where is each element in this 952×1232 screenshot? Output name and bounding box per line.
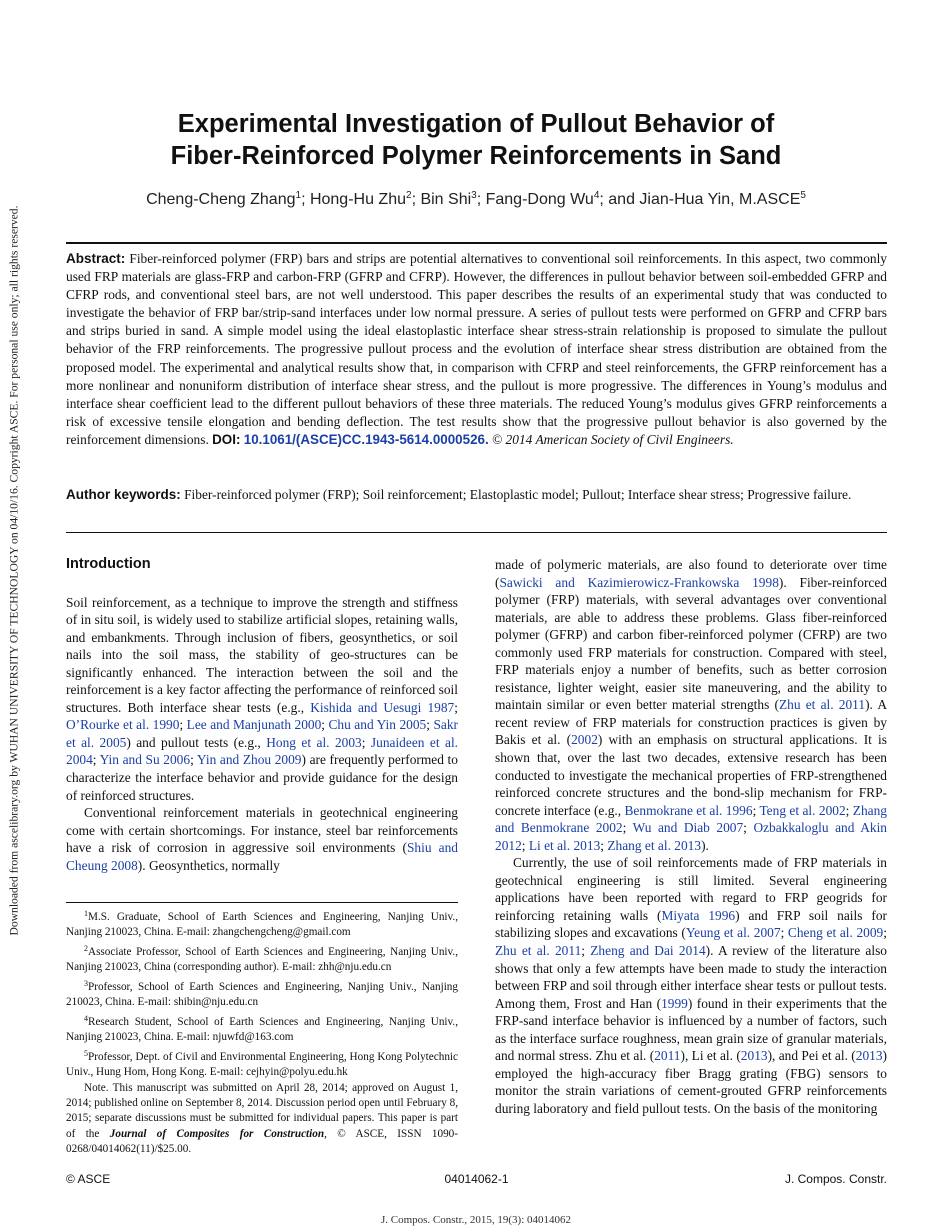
abstract-bottom-rule	[66, 532, 887, 533]
download-side-note	[2, 140, 26, 1000]
body-text: ), Li et al. (	[680, 1048, 741, 1064]
body-text: ;	[190, 752, 197, 768]
body-text: ;	[581, 943, 591, 959]
download-notice-text: Downloaded from ascelibrary.org by WUHAN UNIVERSITY OF TECHNOLOGY on 04/10/16. Copyright ASCE. For personal use only; all rights reserved.	[7, 205, 21, 935]
body-text: Currently, the use of soil reinforcements made of FRP materials in geotechnical engineering is still limited. Several engineering applications have been reported with regard to FRP geogrids for reinforcing retaining walls (	[495, 855, 887, 923]
left-column	[66, 556, 458, 874]
author-list	[66, 190, 886, 209]
body-text: ) and pullout tests (e.g.,	[126, 734, 267, 750]
doi-link[interactable]: 10.1061/(ASCE)CC.1943-5614.0000526.	[243, 431, 489, 447]
keywords-label: Author keywords:	[66, 487, 181, 502]
reference-link[interactable]: Ozbakkaloglu and Akin 2012	[495, 820, 887, 853]
right-column	[495, 556, 887, 1118]
author-footnote	[66, 1046, 458, 1081]
journal-name: Journal of Composites for Construction	[109, 1127, 325, 1140]
author-footnote	[66, 976, 458, 1011]
reference-link[interactable]: Sawicki and Kazimierowicz-Frankowska 1998	[499, 574, 779, 590]
abstract-label: Abstract:	[66, 251, 126, 266]
body-text: ;	[600, 837, 608, 853]
reference-link[interactable]: Zhang et al. 2013	[607, 837, 702, 853]
author-name: Fang-Dong Wu	[485, 191, 594, 208]
author-affiliation-marker: 3	[471, 190, 477, 201]
reference-link[interactable]: 2002	[571, 732, 598, 748]
author-separator: ;	[301, 191, 310, 208]
reference-link[interactable]: Benmokrane et al. 1996	[624, 802, 753, 818]
introduction-heading: Introduction	[66, 556, 151, 572]
footnote-marker: 2	[84, 943, 88, 953]
author-affiliation-marker: 2	[406, 190, 412, 201]
body-text: ) and FRP soil nails for stabilizing slopes and excavations (	[495, 907, 887, 941]
body-text: ), and Pei et al. (	[767, 1048, 856, 1064]
reference-link[interactable]: Shiu and Cheung 2008	[66, 840, 458, 873]
abstract-block	[66, 250, 887, 449]
author-affiliation-marker: 5	[800, 190, 806, 201]
right-column-body	[495, 556, 887, 1118]
footnote-text: Research Student, School of Earth Sciences and Engineering, Nanjing Univ., Nanjing 210023, China. E-mail: njuwfd@163.com	[66, 1015, 458, 1044]
body-text: ) with an emphasis on structural applications. It is shown that, over the last two decades, extensive research has been conducted to investigate the mechanical properties of FRP-strengthened reinforced concrete structures and the bond-slip mechanism for FRP-concrete interface (e.g.,	[495, 732, 887, 818]
body-text: ;	[426, 717, 434, 733]
body-text: made of polymeric materials, are also found to deteriorate over time (	[495, 557, 887, 590]
body-text: ) are frequently performed to characterize the interface behavior and provide guidance for the design of reinforced structures.	[66, 752, 458, 803]
body-text: ;	[780, 925, 788, 941]
manuscript-note	[66, 1081, 458, 1158]
body-text: ). A review of the literature also shows that only a few attempts have been made to study the interaction between FRP and soil through either interface shear tests or pullout tests. Among them, Frost and Han (	[495, 943, 887, 1011]
reference-link[interactable]: Yin and Su 2006	[99, 752, 191, 768]
reference-link[interactable]: Zhu et al. 2011	[495, 943, 582, 959]
body-text: Soil reinforcement, as a technique to improve the strength and stiffness of in situ soil, is widely used to stabilize artificial slopes, retaining walls, and embankments. Through inclusion of fibers, geosynthetics, or soil nails into the soil mass, the stability of geo-structures can be significantly enhanced. The interaction between the soil and the reinforcement is a key factor affecting the performance of reinforced soil structures. Both interface shear tests (e.g.,	[66, 594, 458, 715]
author-name: Cheng-Cheng Zhang	[146, 191, 296, 208]
reference-link[interactable]: Kishida and Uesugi 1987	[310, 699, 455, 715]
footnote-marker: 5	[84, 1048, 88, 1058]
citation-line: J. Compos. Constr., 2015, 19(3): 04014062	[380, 1214, 572, 1226]
body-text: ;	[454, 699, 458, 715]
body-paragraph	[66, 804, 458, 874]
body-text: ). Geosynthetics, normally	[137, 857, 280, 873]
author-name: Bin Shi	[420, 191, 472, 208]
author-affiliation-marker: 1	[295, 190, 302, 201]
reference-link[interactable]: 2013	[855, 1048, 883, 1064]
reference-link[interactable]: Miyata 1996	[661, 907, 736, 923]
body-text: ).	[701, 837, 709, 853]
footnote-rule	[66, 902, 458, 903]
left-column-body	[66, 594, 458, 875]
body-text: ;	[845, 802, 853, 818]
footnote-marker: 3	[84, 978, 88, 988]
reference-link[interactable]: Lee and Manjunath 2000	[186, 717, 322, 733]
author-separator: ; and	[599, 191, 640, 208]
body-paragraph	[495, 854, 887, 1117]
body-text: ;	[752, 802, 760, 818]
body-paragraph	[66, 594, 458, 805]
body-text: ;	[521, 837, 529, 853]
keywords-text: Fiber-reinforced polymer (FRP); Soil reinforcement; Elastoplastic model; Pullout; Interface shear stress; Progressive failure.	[180, 487, 852, 502]
reference-link[interactable]: Cheng et al. 2009	[787, 925, 884, 941]
issn-text: , © ASCE, ISSN 1090-0268/04014062(11)/$25.00.	[66, 1127, 458, 1156]
reference-link[interactable]: 2013	[740, 1048, 768, 1064]
author-footnote	[66, 906, 458, 941]
title-line-2: Fiber-Reinforced Polymer Reinforcements in Sand	[170, 142, 782, 170]
footnotes	[66, 906, 458, 1158]
author-footnote	[66, 941, 458, 976]
author-name: Hong-Hu Zhu	[309, 191, 406, 208]
reference-link[interactable]: Zheng and Dai 2014	[590, 943, 706, 959]
reference-link[interactable]: Zhang and Benmokrane 2002	[495, 802, 887, 836]
reference-link[interactable]: O’Rourke et al. 1990	[66, 717, 180, 733]
body-text: ) found in their experiments that the FRP-sand interface behavior is influenced by a number of factors, such as the interface surface roughness, mean grain size of granular materials, and normal stress. Zhu et al. (	[495, 995, 887, 1064]
reference-link[interactable]: Chu and Yin 2005	[328, 717, 427, 733]
body-paragraph	[495, 556, 887, 854]
body-text: ;	[179, 717, 187, 733]
abstract-top-rule	[66, 242, 887, 244]
body-text: ;	[92, 752, 100, 768]
copyright-line: © 2014 American Society of Civil Engineers.	[488, 431, 734, 447]
footnote-text: Associate Professor, School of Earth Sciences and Engineering, Nanjing Univ., Nanjing 210023, China (corresponding author). E-mail: zhh@nju.edu.cn	[66, 945, 458, 974]
reference-link[interactable]: Sakr et al. 2005	[66, 717, 458, 750]
author-separator: ;	[476, 191, 486, 208]
footnote-text: Professor, School of Earth Sciences and Engineering, Nanjing Univ., Nanjing 210023, China. E-mail: shibin@nju.edu.cn	[66, 980, 458, 1009]
doi-label: DOI:	[212, 431, 241, 447]
author-footnote	[66, 1011, 458, 1046]
body-text: ). A recent review of FRP materials for construction practices is given by Bakis et al. (	[495, 697, 888, 748]
footnote-marker: 4	[84, 1013, 88, 1023]
footnote-text: M.S. Graduate, School of Earth Sciences and Engineering, Nanjing Univ., Nanjing 210023, China. E-mail: zhangchengcheng@gmail.com	[66, 911, 458, 939]
page-footer	[66, 1172, 887, 1190]
paper-title	[66, 108, 886, 172]
body-text: ;	[321, 717, 329, 733]
reference-link[interactable]: Yin and Zhou 2009	[196, 752, 302, 768]
abstract-text: Fiber-reinforced polymer (FRP) bars and strips are potential alternatives to conventional soil reinforcements. In this aspect, two commonly used FRP materials are glass-FRP and carbon-FRP (GFRP and CFRP). However, the differences in pullout behavior between soil-embedded GFRP and CFRP rods, and conventional steel bars, are not well understood. This paper describes the results of an experimental study that was conducted to investigate the behavior of FRP bar/strip-sand interfaces under low normal pressure. A series of pullout tests were performed on GFRP and CFRP bars and strips buried in sand. A simple model using the ideal elastoplastic interface shear stress-strain relationship is proposed to simulate the pullout behavior of the FRP reinforcements. The progressive pullout process and the evolution of interface shear stress distribution are obtained from the proposed model. The experimental and analytical results show that, in comparison with CFRP and steel reinforcements, the GFRP reinforcement has a more nonlinear and nonuniform distribution of interface shear stress, and the pullout is more progressive. The differences in Young’s modulus and interface shear coefficient lead to the different pullout behaviors of these three materials. The reduced Young’s modulus gives GFRP reinforcements a risk of excessive tensile elongation and bending deflection. The test results show that the progressive pullout behavior is also governed by the reinforcement dimensions.	[66, 251, 887, 447]
author-keywords	[66, 486, 887, 504]
page-number: 04014062-1	[444, 1172, 509, 1186]
reference-link[interactable]: Wu and Diab 2007	[632, 820, 744, 836]
reference-link[interactable]: Junaideen et al. 2004	[66, 734, 459, 768]
author-name: Jian-Hua Yin, M.ASCE	[639, 191, 801, 208]
reference-link[interactable]: Zhu et al. 2011	[778, 697, 866, 713]
footer-copyright: © ASCE	[66, 1172, 111, 1186]
reference-link[interactable]: 2011	[654, 1048, 681, 1064]
reference-link[interactable]: 1999	[661, 995, 688, 1011]
body-text: ;	[361, 734, 371, 750]
author-separator: ;	[411, 191, 421, 208]
title-line-1: Experimental Investigation of Pullout Behavior of	[177, 110, 775, 138]
body-text: ;	[743, 820, 754, 836]
footnote-marker: 1	[84, 909, 88, 918]
body-text: ). Fiber-reinforced polymer (FRP) materials, with several advantages over conventional materials, are able to address these problems. Glass fiber-reinforced polymer (GFRP) and carbon fiber-reinforced polymer (CFRP) are two commonly used FRP materials for construction. Compared with steel, FRP materials enjoy a number of benefits, such as better corrosion resistance, lighter weight, easier site maneuvering, and the ability to maintain similar or even better material strengths (	[495, 574, 887, 713]
body-text: Conventional reinforcement materials in geotechnical engineering come with certain shortcomings. For instance, steel bar reinforcements have a risk of corrosion in aggressive soil environments (	[66, 805, 458, 856]
reference-link[interactable]: Yeung et al. 2007	[685, 925, 781, 941]
reference-link[interactable]: Li et al. 2013	[528, 837, 601, 853]
body-text: ;	[622, 820, 633, 836]
reference-link[interactable]: Teng et al. 2002	[759, 802, 846, 818]
author-affiliation-marker: 4	[593, 190, 600, 201]
body-text: ) employed the high-accuracy fiber Bragg grating (FBG) sensors to monitor the strain variations of cement-grouted GFRP reinforcements during laboratory and field pullout tests. On the basis of the monitoring	[495, 1048, 887, 1116]
journal-abbrev: J. Compos. Constr.	[784, 1172, 887, 1186]
footnote-text: Professor, Dept. of Civil and Environmental Engineering, Hong Kong Polytechnic Univ., Hung Hom, Hong Kong. E-mail: cejhyin@polyu.edu.hk	[66, 1050, 458, 1079]
reference-link[interactable]: Hong et al. 2003	[266, 734, 362, 750]
note-text: Note. This manuscript was submitted on April 28, 2014; approved on August 1, 2014; published online on September 8, 2014. Discussion period open until February 8, 2015; separate discussions must be submitted for individual papers. This paper is part of the	[66, 1081, 458, 1140]
body-text: ;	[883, 925, 887, 941]
